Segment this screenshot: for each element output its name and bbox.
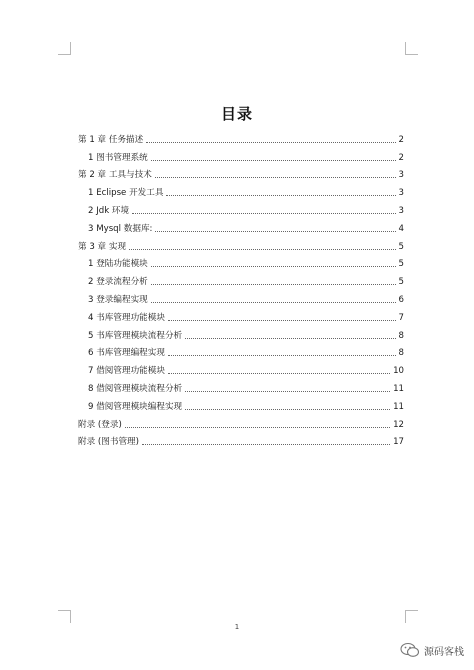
toc-entry-label: 3 登录编程实现 <box>88 294 148 305</box>
toc-entry[interactable] <box>78 358 404 376</box>
toc-leader-dots <box>125 427 390 428</box>
toc-entry-page: 2 <box>398 152 404 163</box>
margin-mark-top-right <box>405 42 418 55</box>
toc-entry[interactable] <box>78 216 404 234</box>
toc-leader-dots <box>168 320 396 321</box>
toc-entry-label: 第 3 章 实现 <box>78 241 127 252</box>
toc-entry[interactable] <box>78 252 404 270</box>
toc-entry[interactable] <box>78 198 404 216</box>
toc-entry-label: 附录 (登录) <box>78 419 122 430</box>
toc-leader-dots <box>155 231 395 232</box>
toc-leader-dots <box>166 195 395 196</box>
toc-leader-dots <box>185 391 390 392</box>
toc-entry-label: 3 Mysql 数据库: <box>88 223 153 234</box>
toc-leader-dots <box>185 409 390 410</box>
toc-leader-dots <box>151 284 396 285</box>
toc-entry-page: 12 <box>393 419 404 430</box>
toc-entry-page: 5 <box>398 277 404 288</box>
toc-entry-page: 7 <box>398 312 404 323</box>
toc-entry-label: 6 书库管理编程实现 <box>88 348 165 359</box>
toc-leader-dots <box>185 338 395 339</box>
toc-entry[interactable] <box>78 163 404 181</box>
toc-leader-dots <box>151 160 396 161</box>
margin-mark-top-left <box>58 42 71 55</box>
toc-entry-page: 11 <box>393 401 404 412</box>
page-number: 1 <box>234 623 240 631</box>
toc-leader-dots <box>151 302 396 303</box>
toc-leader-dots <box>151 266 396 267</box>
toc-entry-page: 6 <box>398 294 404 305</box>
toc-leader-dots <box>132 213 395 214</box>
toc-entry[interactable] <box>78 145 404 163</box>
toc-entry[interactable] <box>78 305 404 323</box>
toc-entry-page: 3 <box>398 205 404 216</box>
table-of-contents <box>78 127 404 447</box>
toc-leader-dots <box>155 177 396 178</box>
toc-entry-page: 5 <box>398 259 404 270</box>
toc-entry-page: 5 <box>398 241 404 252</box>
toc-entry-page: 4 <box>398 223 404 234</box>
toc-leader-dots <box>168 373 390 374</box>
toc-entry-page: 11 <box>393 383 404 394</box>
toc-entry[interactable] <box>78 269 404 287</box>
toc-leader-dots <box>129 249 395 250</box>
toc-entry-label: 1 Eclipse 开发工具 <box>88 188 164 199</box>
toc-entry-page: 10 <box>393 366 404 377</box>
toc-entry-label: 第 2 章 工具与技术 <box>78 170 152 181</box>
toc-entry-label: 第 1 章 任务描述 <box>78 134 144 145</box>
toc-entry-label: 1 登陆功能模块 <box>88 259 148 270</box>
toc-entry-page: 3 <box>398 188 404 199</box>
toc-entry-label: 5 书库管理模块流程分析 <box>88 330 183 341</box>
watermark-text: 源码客栈 <box>424 646 464 658</box>
toc-entry[interactable] <box>78 412 404 430</box>
toc-leader-dots <box>146 142 395 143</box>
wechat-icon <box>400 642 420 658</box>
toc-leader-dots <box>168 355 396 356</box>
watermark <box>400 642 464 658</box>
toc-entry-page: 8 <box>398 330 404 341</box>
toc-entry-label: 4 书库管理功能模块 <box>88 312 165 323</box>
toc-entry[interactable] <box>78 287 404 305</box>
toc-entry-label: 9 借阅管理模块编程实现 <box>88 401 183 412</box>
toc-entry-label: 2 Jdk 环境 <box>88 205 130 216</box>
toc-entry[interactable] <box>78 341 404 359</box>
toc-entry-label: 8 借阅管理模块流程分析 <box>88 383 183 394</box>
toc-entry-label: 附录 (图书管理) <box>78 437 139 448</box>
toc-entry-page: 2 <box>398 134 404 145</box>
toc-entry-label: 2 登录流程分析 <box>88 277 148 288</box>
toc-entry[interactable] <box>78 234 404 252</box>
toc-entry[interactable] <box>78 180 404 198</box>
toc-entry[interactable] <box>78 376 404 394</box>
toc-entry-page: 17 <box>393 437 404 448</box>
toc-entry-label: 7 借阅管理功能模块 <box>88 366 165 377</box>
toc-entry[interactable] <box>78 127 404 145</box>
toc-entry-page: 3 <box>398 170 404 181</box>
margin-mark-bottom-left <box>58 610 71 623</box>
toc-entry[interactable] <box>78 323 404 341</box>
toc-entry[interactable] <box>78 430 404 448</box>
toc-entry-label: 1 图书管理系统 <box>88 152 148 163</box>
margin-mark-bottom-right <box>405 610 418 623</box>
toc-entry-page: 8 <box>398 348 404 359</box>
toc-entry[interactable] <box>78 394 404 412</box>
toc-title: 目录 <box>220 105 253 123</box>
toc-leader-dots <box>142 444 390 445</box>
